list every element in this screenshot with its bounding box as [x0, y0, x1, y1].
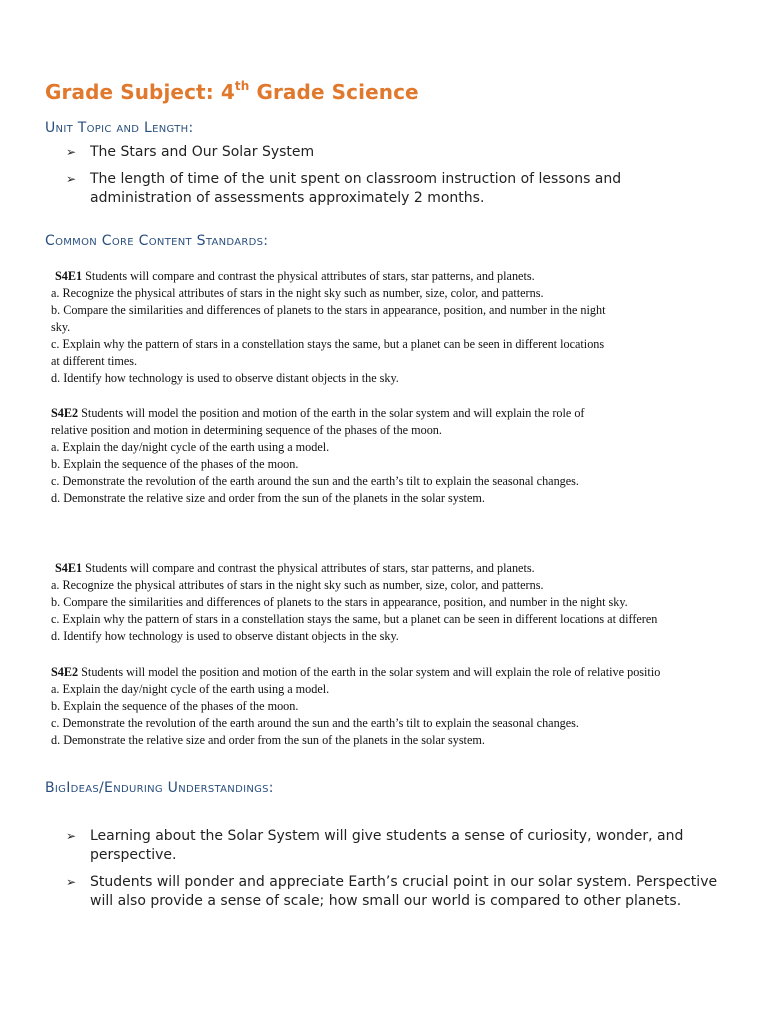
standard-line: a. Recognize the physical attributes of stars in the night sky such as number, size, color, and patterns.	[51, 578, 544, 592]
standard-line: at different times.	[51, 354, 138, 368]
title-prefix: Grade Subject: 4	[45, 80, 235, 104]
arrow-bullet-icon: ➢	[66, 875, 77, 889]
standard-line: b. Compare the similarities and differences of planets to the stars in appearance, position, and number in the night	[51, 303, 606, 317]
standard-line: S4E2 Students will model the position and motion of the earth in the solar system and will explain the role of relative positio	[51, 665, 661, 679]
standard-s4e2-block-2	[51, 664, 660, 749]
standard-code: S4E2	[51, 665, 79, 679]
standard-line: b. Explain the sequence of the phases of the moon.	[51, 457, 299, 471]
standard-line: d. Demonstrate the relative size and order from the sun of the planets in the solar system.	[51, 491, 485, 505]
unit-heading: Unit Topic and Length:	[45, 120, 194, 136]
standard-line: d. Demonstrate the relative size and order from the sun of the planets in the solar system.	[51, 733, 485, 747]
big-ideas-bullet-text: Learning about the Solar System will give students a sense of curiosity, wonder, and perspective.	[90, 828, 684, 863]
standard-line: c. Explain why the pattern of stars in a constellation stays the same, but a planet can be seen in different locations	[51, 337, 605, 351]
page-title	[45, 80, 419, 104]
standard-line: d. Identify how technology is used to observe distant objects in the sky.	[51, 629, 399, 643]
big-ideas-bullet-list	[66, 827, 726, 911]
standard-line: relative position and motion in determining sequence of the phases of the moon.	[51, 423, 442, 437]
standard-line: b. Compare the similarities and differences of planets to the stars in appearance, position, and number in the night sky.	[51, 595, 628, 609]
unit-bullet-item	[66, 143, 726, 162]
unit-bullet-text: The length of time of the unit spent on classroom instruction of lessons and administration of assessments approximately 2 months.	[90, 171, 622, 206]
standard-s4e1-block-1	[51, 268, 606, 387]
title-superscript: th	[234, 79, 250, 93]
unit-bullet-list	[66, 143, 726, 208]
arrow-bullet-icon: ➢	[66, 145, 77, 159]
standard-code: S4E1	[55, 561, 83, 575]
arrow-bullet-icon: ➢	[66, 172, 77, 186]
standard-line: S4E1 Students will compare and contrast the physical attributes of stars, star patterns, and planets.	[55, 269, 535, 283]
standard-line: c. Demonstrate the revolution of the earth around the sun and the earth’s tilt to explain the seasonal changes.	[51, 716, 579, 730]
big-ideas-bullet-text: Students will ponder and appreciate Earth’s crucial point in our solar system. Perspective will also provide a sense of scale; how small our world is compared to other planets.	[90, 874, 718, 909]
standard-s4e1-block-2	[51, 560, 657, 645]
standard-line: S4E2 Students will model the position and motion of the earth in the solar system and will explain the role of	[51, 406, 585, 420]
standard-line: d. Identify how technology is used to observe distant objects in the sky.	[51, 371, 399, 385]
standard-line: a. Explain the day/night cycle of the earth using a model.	[51, 682, 330, 696]
arrow-bullet-icon: ➢	[66, 829, 77, 843]
standard-line: S4E1 Students will compare and contrast the physical attributes of stars, star patterns, and planets.	[55, 561, 535, 575]
standard-code: S4E2	[51, 406, 79, 420]
big-ideas-bullet-item	[66, 827, 726, 865]
standard-code: S4E1	[55, 269, 83, 283]
standard-line: c. Explain why the pattern of stars in a constellation stays the same, but a planet can be seen in different locations at differen	[51, 612, 658, 626]
standards-heading: Common Core Content Standards:	[45, 233, 269, 249]
standard-line: a. Explain the day/night cycle of the earth using a model.	[51, 440, 330, 454]
title-suffix: Grade Science	[249, 80, 419, 104]
big-ideas-heading: BigIdeas/Enduring Understandings:	[45, 780, 274, 796]
big-ideas-bullet-item	[66, 873, 726, 911]
standard-line: c. Demonstrate the revolution of the earth around the sun and the earth’s tilt to explain the seasonal changes.	[51, 474, 579, 488]
standard-line: a. Recognize the physical attributes of stars in the night sky such as number, size, color, and patterns.	[51, 286, 544, 300]
standard-s4e2-block-1	[51, 405, 584, 507]
unit-bullet-item	[66, 170, 726, 208]
standard-line: b. Explain the sequence of the phases of the moon.	[51, 699, 299, 713]
standard-line: sky.	[51, 320, 71, 334]
unit-bullet-text: The Stars and Our Solar System	[90, 144, 315, 160]
